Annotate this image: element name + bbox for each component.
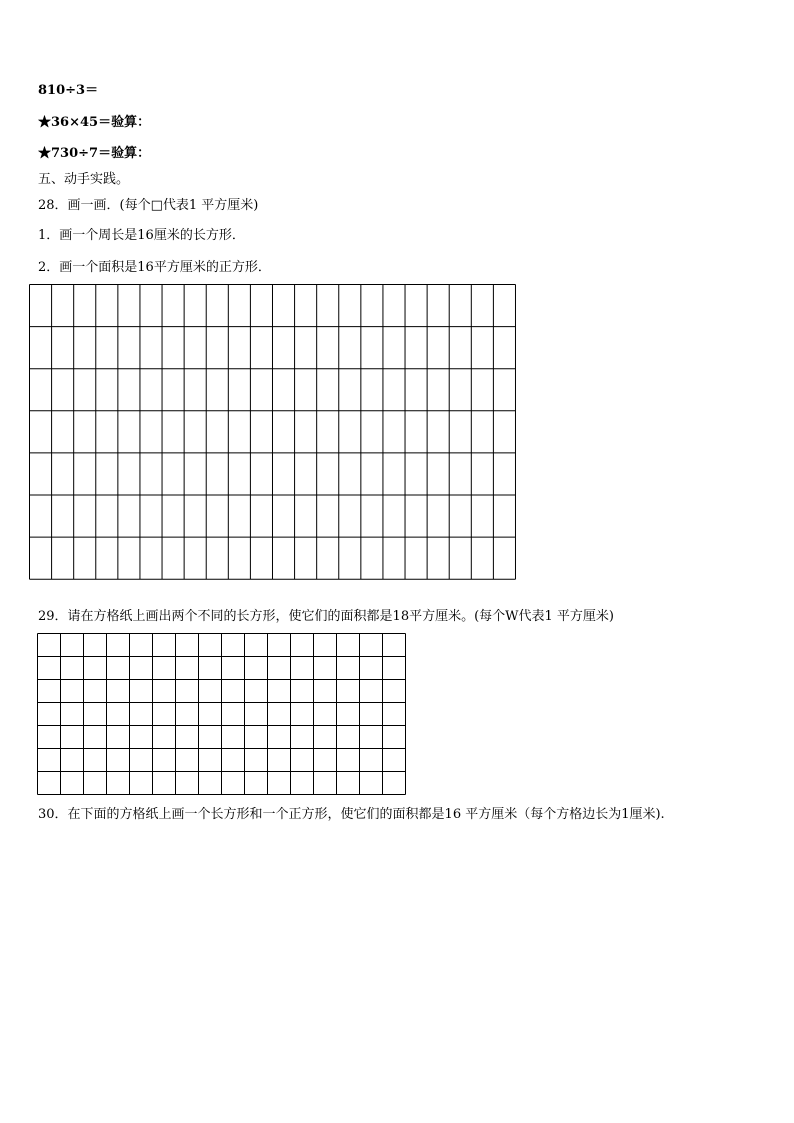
question-30: 30．在下面的方格纸上画一个长方形和一个正方形，使它们的面积都是16 平方厘米（每个方格边长为1厘米). — [38, 807, 665, 822]
section-heading: 五、动手实践。 — [38, 172, 130, 187]
question-29: 29．请在方格纸上画出两个不同的长方形，使它们的面积都是18平方厘米。(每个W代表1 平方厘米) — [38, 609, 614, 624]
question-28-item-1: 1．画一个周长是16厘米的长方形． — [38, 228, 245, 243]
question-28: 28．画一画．(每个□代表1 平方厘米) — [38, 198, 259, 213]
expression-36-times-45: ★36×45＝验算： — [38, 115, 151, 130]
grid-paper-29 — [37, 633, 409, 797]
question-28-item-2: 2．画一个面积是16平方厘米的正方形． — [38, 260, 271, 275]
expression-730-div-7: ★730÷7＝验算： — [38, 146, 151, 161]
expression-810-div-3: 810÷3＝ — [38, 83, 99, 98]
grid-paper-28 — [29, 284, 517, 581]
